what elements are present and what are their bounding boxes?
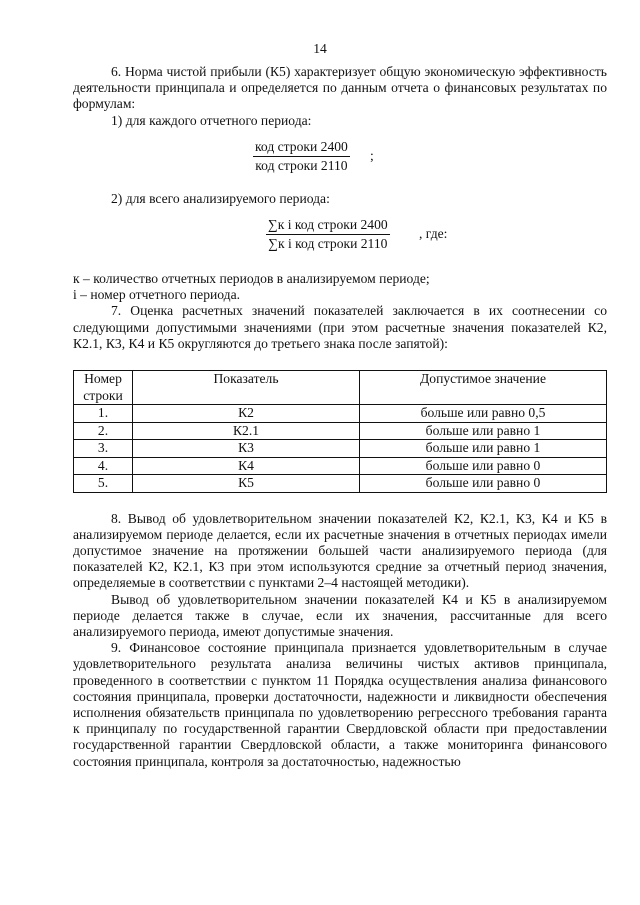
row-indicator: К3: [133, 440, 360, 458]
row-number: 1.: [74, 405, 133, 423]
definition-k: к – количество отчетных периодов в анализируемом периоде;: [73, 271, 430, 287]
paragraph-8: 8. Вывод об удовлетворительном значении показателей К2, К2.1, К3, К4 и К5 в анализируемом периоде делается, если их расчетные значения в отчетных периодах имели допустимое значение на протяжении большей части анализируемого периода (для показателей К2, К2.1, К3 при этом используются средние за отчетный период значения, определяемые в соответствии с пунктами 2–4 настоящей методики).: [73, 510, 607, 591]
definition-i: i – номер отчетного периода.: [73, 287, 241, 303]
row-indicator: К4: [133, 457, 360, 475]
formula-2-tail: , где:: [419, 226, 448, 242]
allowed-values-table: [73, 370, 607, 493]
fraction-2-numerator: ∑к i код строки 2400: [268, 217, 388, 233]
formula-2: [73, 217, 607, 261]
row-number: 5.: [74, 475, 133, 493]
header-row-number: Номер строки: [74, 371, 133, 405]
fraction-1-numerator: код строки 2400: [255, 138, 348, 154]
formula-2-label: 2) для всего анализируемого периода:: [111, 190, 330, 206]
row-number: 2.: [74, 422, 133, 440]
row-allowed-value: больше или равно 1: [360, 440, 607, 458]
formula-1-label: 1) для каждого отчетного периода:: [111, 112, 312, 128]
fraction-2: [266, 217, 390, 252]
row-allowed-value: больше или равно 1: [360, 422, 607, 440]
table-row: [74, 457, 607, 475]
table-row: [74, 475, 607, 493]
row-indicator: К5: [133, 475, 360, 493]
table-row: [74, 422, 607, 440]
page-number: 14: [313, 41, 327, 56]
fraction-1: [253, 139, 350, 174]
paragraph-9: 9. Финансовое состояние принципала признается удовлетворительным в случае удовлетворительного результата анализа величины чистых активов принципала, проведенного в соответствии с пунктом 11 Порядка осуществления анализа финансового состояния принципала, проверки достаточности, надежности и ликвидности обеспечения исполнения обязательств принципала по удовлетворению регрессного требования гаранта к принципалу по государственной гарантии Свердловской области при предоставлении государственной гарантии Свердловской области, а также мониторинга финансового состояния принципала, контроля за достаточностью, надежностью: [73, 640, 607, 769]
row-allowed-value: больше или равно 0,5: [360, 405, 607, 423]
paragraph-7: 7. Оценка расчетных значений показателей заключается в их соотнесении со следующими допустимыми значениями (при этом расчетные значения показателей К2, К2.1, К3, К4 и К5 округляются до третьего знака после запятой):: [73, 303, 607, 351]
header-allowed-value: Допустимое значение: [360, 371, 607, 405]
table-row: [74, 405, 607, 423]
row-indicator: К2.1: [133, 422, 360, 440]
paragraph-8-continued: Вывод об удовлетворительном значении показателей К4 и К5 в анализируемом периоде делается также в случае, если их значения, рассчитанные для всего анализируемого периода, имеют допустимые значения.: [73, 591, 607, 639]
row-number: 4.: [74, 457, 133, 475]
row-number: 3.: [74, 440, 133, 458]
row-allowed-value: больше или равно 0: [360, 457, 607, 475]
table-row: [74, 440, 607, 458]
paragraph-6: 6. Норма чистой прибыли (К5) характеризует общую экономическую эффективность деятельности принципала и определяется по данным отчета о финансовых результатах по формулам:: [73, 64, 607, 112]
table-header-row: [74, 371, 607, 405]
header-indicator: Показатель: [133, 371, 360, 405]
row-indicator: К2: [133, 405, 360, 423]
formula-1-tail: ;: [370, 147, 374, 163]
formula-1: [73, 139, 607, 183]
page-body: [73, 64, 607, 770]
fraction-1-denominator: код строки 2110: [253, 156, 350, 174]
fraction-2-denominator: ∑к i код строки 2110: [266, 234, 390, 252]
row-allowed-value: больше или равно 0: [360, 475, 607, 493]
